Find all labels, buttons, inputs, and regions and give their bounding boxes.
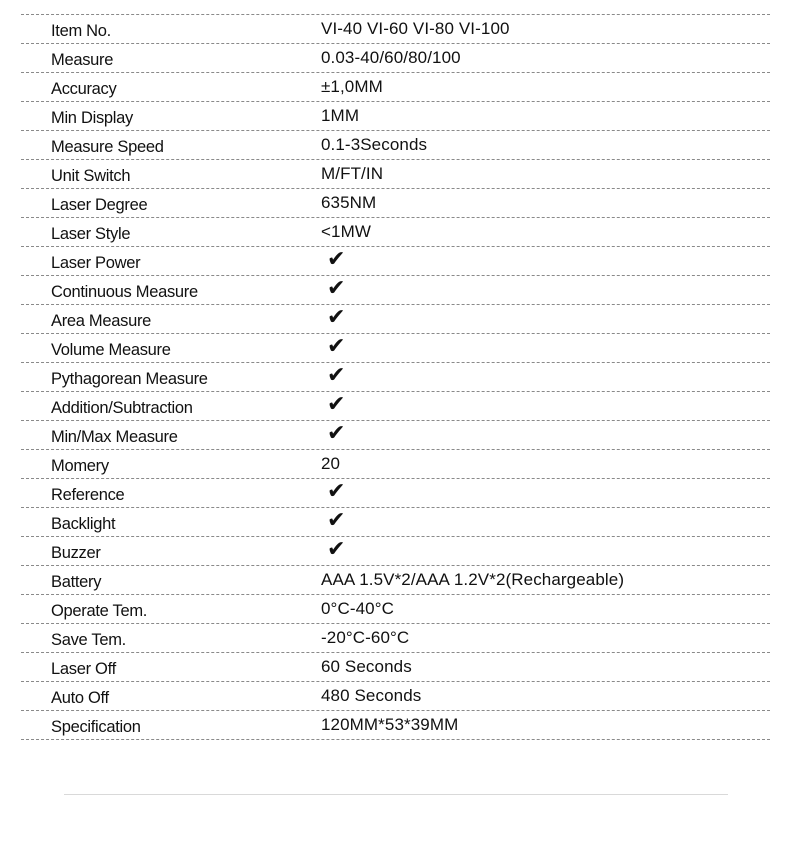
row-label: Addition/Subtraction — [51, 399, 193, 417]
row-value — [291, 363, 770, 391]
row-label: Accuracy — [51, 80, 117, 98]
row-label: Area Measure — [51, 312, 152, 330]
row-value: VI-40 VI-60 VI-80 VI-100 — [321, 19, 510, 38]
table-row — [21, 537, 770, 566]
row-label: Reference — [51, 486, 125, 504]
table-row — [21, 247, 770, 276]
row-value: 0.03-40/60/80/100 — [321, 48, 461, 67]
row-value — [291, 247, 770, 275]
row-value: 20 — [321, 454, 341, 473]
checkmark-icon: ✔ — [327, 276, 346, 301]
table-row — [21, 508, 770, 537]
table-row — [21, 305, 770, 334]
table-row — [21, 218, 770, 247]
table-row — [21, 450, 770, 479]
row-label: Continuous Measure — [51, 283, 198, 301]
row-value — [291, 479, 770, 507]
row-value: ±1,0MM — [321, 77, 383, 96]
row-value: -20°C-60°C — [321, 628, 410, 647]
table-row — [21, 44, 770, 73]
checkmark-icon: ✔ — [327, 508, 346, 533]
checkmark-icon: ✔ — [327, 363, 346, 388]
row-value — [291, 537, 770, 565]
row-value: AAA 1.5V*2/AAA 1.2V*2(Rechargeable) — [321, 570, 625, 589]
table-row — [21, 421, 770, 450]
row-label: Measure — [51, 51, 114, 69]
table-row — [21, 595, 770, 624]
row-value: 0.1-3Seconds — [321, 135, 428, 154]
row-label: Save Tem. — [51, 631, 126, 649]
row-label: Operate Tem. — [51, 602, 148, 620]
row-value — [291, 392, 770, 420]
row-value — [291, 305, 770, 333]
row-value — [291, 508, 770, 536]
table-row — [21, 682, 770, 711]
table-row — [21, 189, 770, 218]
row-value: 635NM — [321, 193, 377, 212]
checkmark-icon: ✔ — [327, 421, 346, 446]
table-row — [21, 131, 770, 160]
table-row — [21, 160, 770, 189]
table-row — [21, 276, 770, 305]
row-value: <1MW — [321, 222, 371, 241]
row-label: Backlight — [51, 515, 116, 533]
row-label: Volume Measure — [51, 341, 171, 359]
row-label: Laser Degree — [51, 196, 148, 214]
row-value: 1MM — [321, 106, 360, 125]
spec-table — [21, 14, 770, 740]
table-row — [21, 363, 770, 392]
row-label: Laser Off — [51, 660, 116, 678]
table-row — [21, 624, 770, 653]
row-label: Laser Power — [51, 254, 141, 272]
row-label: Pythagorean Measure — [51, 370, 208, 388]
checkmark-icon: ✔ — [327, 479, 346, 504]
row-value — [291, 421, 770, 449]
table-row — [21, 479, 770, 508]
table-row — [21, 711, 770, 740]
checkmark-icon: ✔ — [327, 392, 346, 417]
table-row — [21, 15, 770, 44]
row-value: 0°C-40°C — [321, 599, 394, 618]
row-label: Specification — [51, 718, 141, 736]
checkmark-icon: ✔ — [327, 537, 346, 562]
table-row — [21, 653, 770, 682]
checkmark-icon: ✔ — [327, 247, 346, 272]
row-value: 480 Seconds — [321, 686, 422, 705]
row-value: 120MM*53*39MM — [321, 715, 459, 734]
row-label: Measure Speed — [51, 138, 164, 156]
row-label: Battery — [51, 573, 102, 591]
table-row — [21, 392, 770, 421]
table-row — [21, 334, 770, 363]
checkmark-icon: ✔ — [327, 334, 346, 359]
table-row — [21, 566, 770, 595]
row-label: Min/Max Measure — [51, 428, 178, 446]
table-row — [21, 73, 770, 102]
checkmark-icon: ✔ — [327, 305, 346, 330]
divider — [64, 794, 728, 795]
row-label: Min Display — [51, 109, 133, 127]
row-value: 60 Seconds — [321, 657, 412, 676]
row-label: Item No. — [51, 22, 111, 40]
row-label: Momery — [51, 457, 109, 475]
row-label: Buzzer — [51, 544, 101, 562]
row-label: Auto Off — [51, 689, 109, 707]
table-row — [21, 102, 770, 131]
row-label: Unit Switch — [51, 167, 131, 185]
row-value — [291, 334, 770, 362]
row-value: M/FT/IN — [321, 164, 384, 183]
row-label: Laser Style — [51, 225, 131, 243]
row-value — [291, 276, 770, 304]
